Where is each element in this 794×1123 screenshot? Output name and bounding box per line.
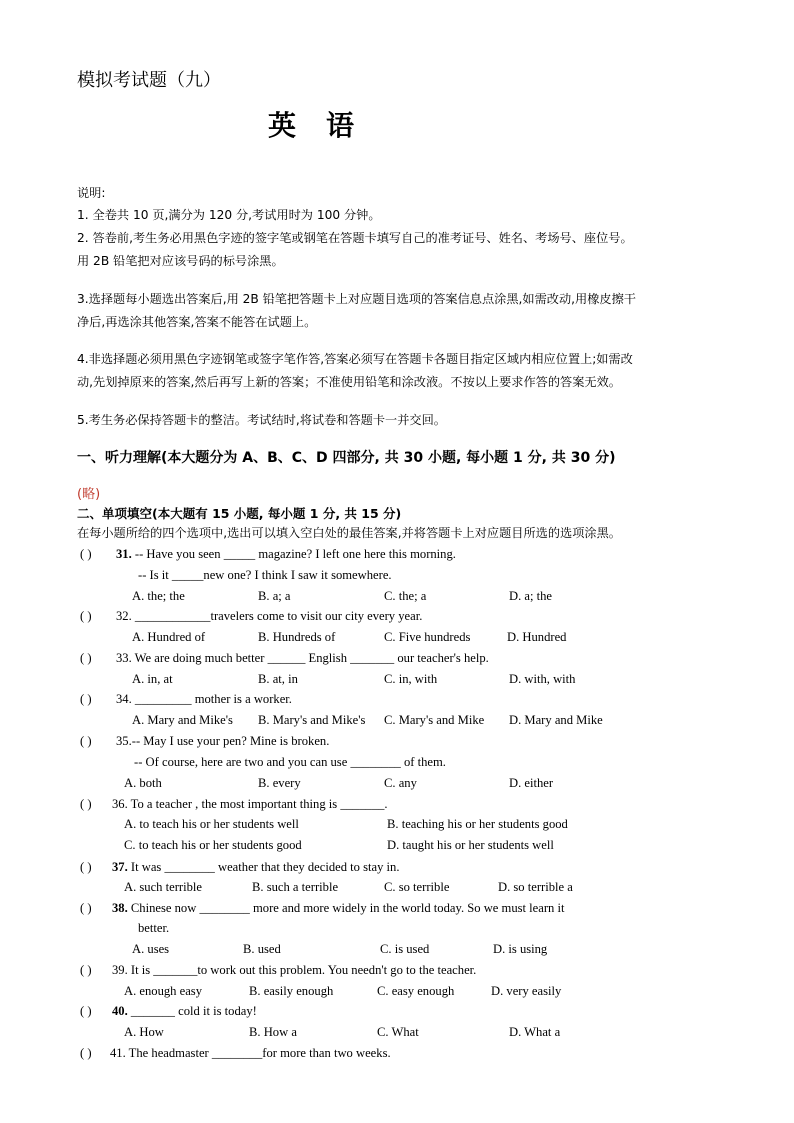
option-b: B. used xyxy=(243,942,281,956)
answer-paren: ( ) xyxy=(80,797,92,811)
question-35-line2: -- Of course, here are two and you can use ________ of them. xyxy=(134,755,446,769)
instruction-line: 5.考生务必保持答题卡的整洁。考试结时,将试卷和答题卡一并交回。 xyxy=(77,413,446,427)
question-34: ( ) 34. _________ mother is a worker. xyxy=(80,692,292,706)
section-1-title: 一、听力理解(本大题分为 A、B、C、D 四部分, 共 30 小题, 每小题 1 分, 共 30 分) xyxy=(77,450,616,466)
instructions-heading: 说明: xyxy=(77,186,106,200)
question-40: ( ) 40. _______ cold it is today! xyxy=(80,1004,257,1018)
question-31-line2: -- Is it _____new one? I think I saw it somewhere. xyxy=(138,568,392,582)
option-a: A. to teach his or her students well xyxy=(124,817,299,831)
question-36: ( ) 36. To a teacher , the most important thing is _______. xyxy=(80,797,388,811)
option-d: D. Hundred xyxy=(507,630,567,644)
section-2-title: 二、单项填空(本大题有 15 小题, 每小题 1 分, 共 15 分) xyxy=(77,506,402,521)
option-b: B. every xyxy=(258,776,301,790)
option-b: B. Mary's and Mike's xyxy=(258,713,366,727)
option-b: B. a; a xyxy=(258,589,291,603)
option-a: A. enough easy xyxy=(124,984,202,998)
option-a: A. Mary and Mike's xyxy=(132,713,233,727)
option-c: C. to teach his or her students good xyxy=(124,838,302,852)
option-a: A. How xyxy=(124,1025,164,1039)
option-d: D. is using xyxy=(493,942,548,956)
section-2-directions: 在每小题所给的四个选项中,选出可以填入空白处的最佳答案,并将答题卡上对应题目所选的选项涂黑。 xyxy=(77,526,621,540)
option-a: A. Hundred of xyxy=(132,630,206,644)
answer-paren: ( ) xyxy=(80,1004,92,1018)
option-a: A. uses xyxy=(132,942,170,956)
answer-paren: ( ) xyxy=(80,734,92,748)
option-d: D. very easily xyxy=(491,984,562,998)
option-d: D. so terrible a xyxy=(498,880,573,894)
question-39: ( ) 39. It is _______to work out this problem. You needn't go to the teacher. xyxy=(80,963,477,977)
option-d: D. with, with xyxy=(509,672,576,686)
option-b: B. such a terrible xyxy=(252,880,339,894)
answer-paren: ( ) xyxy=(80,692,92,706)
question-31: ( ) 31. -- Have you seen _____ magazine? I left one here this morning. xyxy=(80,547,456,561)
question-32: ( ) 32. ____________travelers come to visit our city every year. xyxy=(80,609,423,623)
option-d: D. taught his or her students well xyxy=(387,838,554,852)
question-37: ( ) 37. It was ________ weather that they decided to stay in. xyxy=(80,860,400,874)
section-1-omitted-note: (略) xyxy=(77,487,101,502)
instruction-line: 净后,再选涂其他答案,答案不能答在试题上。 xyxy=(77,315,317,329)
option-a: A. such terrible xyxy=(124,880,202,894)
answer-paren: ( ) xyxy=(80,651,92,665)
question-38: ( ) 38. Chinese now ________ more and more widely in the world today. So we must learn it xyxy=(80,901,565,915)
option-c: C. easy enough xyxy=(377,984,455,998)
option-c: C. Five hundreds xyxy=(384,630,471,644)
instruction-line: 3.选择题每小题选出答案后,用 2B 铅笔把答题卡上对应题目选项的答案信息点涂黑,如需改动,用橡皮擦干 xyxy=(77,292,636,306)
instruction-line: 动,先划掉原来的答案,然后再写上新的答案；不准使用铅笔和涂改液。不按以上要求作答的答案无效。 xyxy=(77,375,621,389)
answer-paren: ( ) xyxy=(80,860,92,874)
option-b: B. How a xyxy=(249,1025,297,1039)
question-41: ( ) 41. The headmaster ________for more than two weeks. xyxy=(80,1046,391,1060)
option-c: C. in, with xyxy=(384,672,438,686)
option-c: C. is used xyxy=(380,942,430,956)
question-38-line2: better. xyxy=(138,921,170,935)
answer-paren: ( ) xyxy=(80,547,92,561)
option-d: D. a; the xyxy=(509,589,553,603)
exam-header: 模拟考试题（九） xyxy=(77,70,221,91)
subject-title: 英 语 xyxy=(268,109,355,142)
instruction-line: 4.非选择题必须用黑色字迹钢笔或签字笔作答,答案必须写在答题卡各题目指定区域内相应位置上;如需改 xyxy=(77,352,633,366)
option-b: B. teaching his or her students good xyxy=(387,817,568,831)
answer-paren: ( ) xyxy=(80,901,92,915)
question-35: ( ) 35.-- May I use your pen? Mine is broken. xyxy=(80,734,330,748)
option-d: D. Mary and Mike xyxy=(509,713,603,727)
instruction-line: 1. 全卷共 10 页,满分为 120 分,考试用时为 100 分钟。 xyxy=(77,208,381,222)
instruction-line: 用 2B 铅笔把对应该号码的标号涂黑。 xyxy=(77,254,284,268)
answer-paren: ( ) xyxy=(80,1046,92,1060)
option-c: C. any xyxy=(384,776,417,790)
option-b: B. Hundreds of xyxy=(258,630,336,644)
instruction-line: 2. 答卷前,考生务必用黑色字迹的签字笔或钢笔在答题卡填写自己的准考证号、姓名、考场号、座位号。 xyxy=(77,231,633,245)
option-a: A. the; the xyxy=(132,589,185,603)
option-c: C. What xyxy=(377,1025,419,1039)
option-b: B. easily enough xyxy=(249,984,334,998)
option-d: D. either xyxy=(509,776,554,790)
option-b: B. at, in xyxy=(258,672,298,686)
option-c: C. Mary's and Mike xyxy=(384,713,485,727)
question-33: ( ) 33. We are doing much better ______ English _______ our teacher's help. xyxy=(80,651,489,665)
option-c: C. so terrible xyxy=(384,880,450,894)
answer-paren: ( ) xyxy=(80,963,92,977)
answer-paren: ( ) xyxy=(80,609,92,623)
option-a: A. in, at xyxy=(132,672,173,686)
option-c: C. the; a xyxy=(384,589,427,603)
option-a: A. both xyxy=(124,776,162,790)
option-d: D. What a xyxy=(509,1025,561,1039)
